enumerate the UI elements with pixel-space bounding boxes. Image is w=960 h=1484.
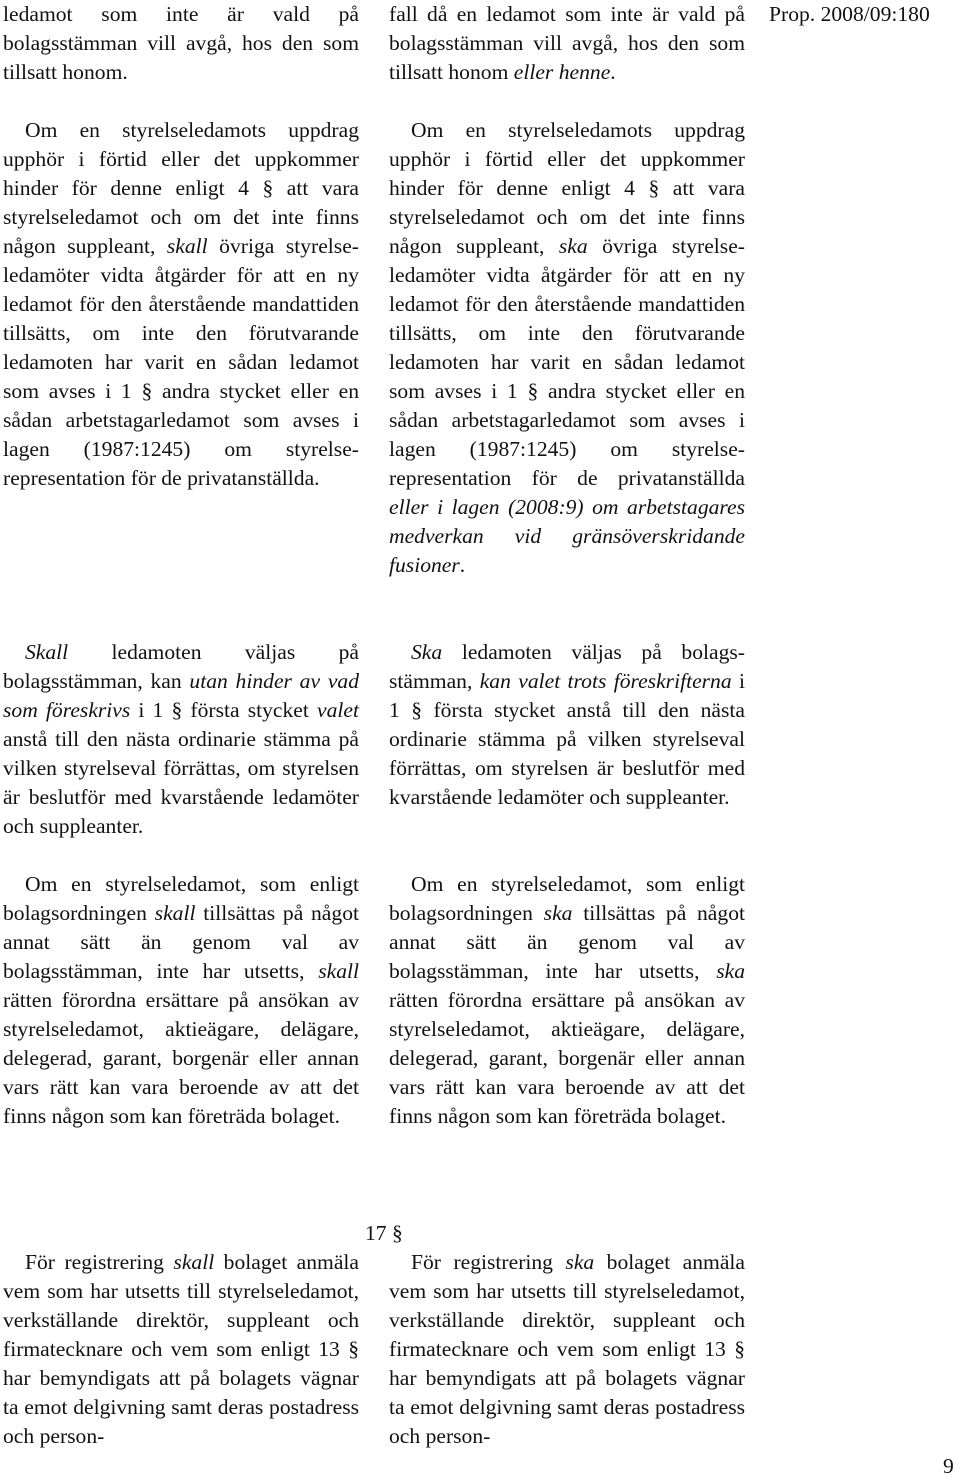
left-block-intro [3,0,359,87]
left-paragraph-1: Om en styrelseledamots uppdrag upphör i förtid eller det uppkommer hinder för denne enligt 4 § att vara styrelseledamot och om det inte finns någon suppleant, skall övriga styrelseledamöter vidta åtgärder för att en ny ledamot för den återstående mandattiden tillsätts, om inte den förutvarande ledamoten har varit en sådan ledamot som avses i 1 § andra stycket eller en sådan arbetstagarledamot som avses i lagen (1987:1245) om styrelserepresentation för de privatanställda. [3,118,359,490]
left-block-4 [3,1248,359,1451]
proposition-reference: Prop. 2008/09:180 [769,2,930,26]
left-paragraph-4: För registrering skall bolaget anmäla vem som har utsetts till styrelseledamot, verkställande direktör, suppleant och firmatecknare och vem som enligt 13 § har bemyndigats att på bolagets vägnar ta emot delgivning samt deras postadress och person- [3,1250,360,1448]
right-block-4 [389,1248,745,1451]
right-paragraph-intro: fall då en ledamot som inte är vald på bolagsstämman vill avgå, hos den som tillsatt honom eller henne. [389,2,745,84]
right-paragraph-2: Ska ledamoten väljas på bolagsstämman, kan valet trots föreskrifterna i 1 § första stycket anstå till den nästa ordinarie stämma på vilken styrelseval förrättas, om styrelsen är beslutför med kvarstående ledamöter och suppleanter. [389,640,746,809]
page-number: 9 [943,1454,954,1478]
left-block-3 [3,870,359,1131]
right-paragraph-3: Om en styrelseledamot, som enligt bolagsordningen ska tillsättas på något annat sätt än genom val av bolagsstämman, inte har utsetts, ska rätten förordna ersättare på ansökan av styrelseledamot, aktieägare, delägare, delegerad, garant, borgenär eller annan vars rätt kan vara beroende av att det finns någon som kan företräda bolaget. [389,872,745,1128]
left-paragraph-3: Om en styrelseledamot, som enligt bolagsordningen skall tillsättas på något annat sätt än genom val av bolagsstämman, inte har utsetts, skall rätten förordna ersättare på ansökan av styrelseledamot, aktieägare, delägare, delegerad, garant, borgenär eller annan vars rätt kan vara beroende av att det finns någon som kan företräda bolaget. [3,872,359,1128]
left-paragraph-intro: ledamot som inte är vald på bolagsstämman vill avgå, hos den som tillsatt honom. [3,2,359,84]
right-block-1 [389,116,745,580]
right-paragraph-4: För registrering ska bolaget anmäla vem som har utsetts till styrelseledamot, verkställande direktör, suppleant och firmatecknare och vem som enligt 13 § har bemyndigats att på bolagets vägnar ta emot delgivning samt deras postadress och person- [389,1250,746,1448]
right-block-3 [389,870,745,1131]
left-block-1 [3,116,359,493]
left-block-2 [3,638,359,841]
section-marker: 17 § [365,1221,403,1245]
right-block-intro [389,0,745,87]
right-paragraph-1: Om en styrelseledamots uppdrag upphör i förtid eller det uppkommer hinder för denne enligt 4 § att vara styrelseledamot och om det inte finns någon suppleant, ska övriga styrelseledamöter vidta åtgärder för att en ny ledamot för den återstående mandattiden tillsätts, om inte den förutvarande ledamoten har varit en sådan ledamot som avses i 1 § andra stycket eller en sådan arbetstagarledamot som avses i lagen (1987:1245) om styrelserepresentation för de privatanställda eller i lagen (2008:9) om arbetstagares medverkan vid gränsöverskridande fusioner. [389,118,745,577]
right-block-2 [389,638,745,812]
left-paragraph-2: Skall ledamoten väljas på bolagsstämman, kan utan hinder av vad som föreskrivs i 1 § första stycket valet anstå till den nästa ordinarie stämma på vilken styrelseval förrättas, om styrelsen är beslutför med kvarstående ledamöter och suppleanter. [3,640,359,838]
